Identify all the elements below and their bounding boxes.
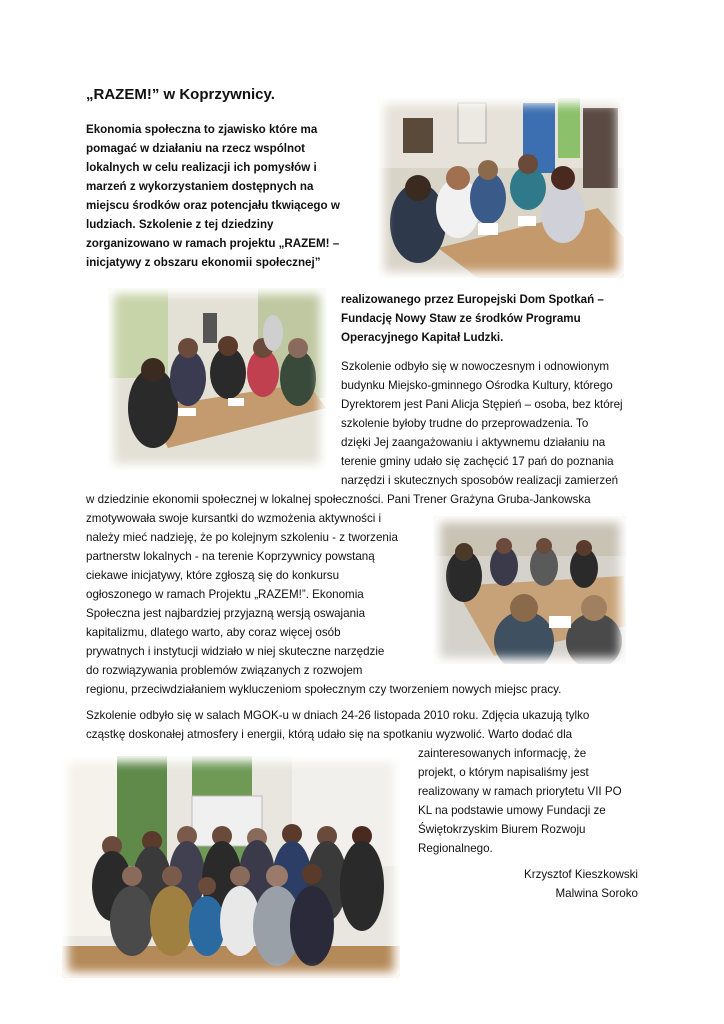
body-line: KL na podstawie umowy Fundacji ze bbox=[418, 804, 606, 817]
article-title: „RAZEM!” w Koprzywnicy. bbox=[86, 86, 275, 103]
body-line: terenie gminy udało się zachęcić 17 pań do poznania bbox=[341, 455, 614, 468]
body-line: partnerstw lokalnych - na terenie Koprzywnicy powstaną bbox=[86, 550, 375, 563]
intro-line: inicjatywy z obszaru ekonomii społecznej” bbox=[86, 256, 321, 269]
body-line: Świętokrzyskim Biurem Rozwoju bbox=[418, 823, 586, 836]
intro-line: marzeń z wykorzystaniem dostępnych na bbox=[86, 180, 314, 193]
intro-continuation-line: Operacyjnego Kapitał Ludzki. bbox=[341, 331, 504, 344]
intro-continuation-line: realizowanego przez Europejski Dom Spotkań – bbox=[341, 293, 604, 306]
body-line: należy mieć nadzieję, że po kolejnym szkoleniu - z tworzenia bbox=[86, 531, 398, 544]
workshop-photo-3 bbox=[434, 516, 626, 664]
body-line: prywatnych i instytucji widziało w niej skuteczne narzędzie bbox=[86, 645, 385, 658]
body-line: kapitalizmu, dlatego warto, aby coraz więcej osób bbox=[86, 626, 341, 639]
workshop-photo-2 bbox=[108, 288, 326, 470]
body-line: zainteresowanych informację, że bbox=[418, 747, 587, 760]
intro-line: pomagać w działaniu na rzecz wspólnot bbox=[86, 142, 306, 155]
body-line: ciekawe inicjatywy, które zgłoszą się do konkursu bbox=[86, 569, 340, 582]
body-line: do rozwiązywania problemów związanych z rozwojem bbox=[86, 664, 363, 677]
intro-line: miejscu środków oraz potencjału tkwiącego w bbox=[86, 199, 340, 212]
body-line: narzędzi i skutecznych sposobów realizacji zamierzeń bbox=[341, 474, 619, 487]
body-line: w dziedzinie ekonomii społecznej w lokalnej społeczności. Pani Trener Grażyna Gruba-Jankowska bbox=[86, 493, 591, 506]
body-line: cząstkę doskonałej atmosfery i energii, którą udało się na spotkaniu wyzwolić. Warto dodać dla bbox=[86, 728, 573, 741]
body-line: Dyrektorem jest Pani Alicja Stępień – osoba, bez której bbox=[341, 398, 623, 411]
author-name: Malwina Soroko bbox=[555, 887, 638, 900]
body-line: Społeczna jest najbardziej przyjazną wersją oswajania bbox=[86, 607, 366, 620]
group-photo bbox=[62, 756, 400, 978]
body-line: Regionalnego. bbox=[418, 842, 493, 855]
body-line: Szkolenie odbyło się w nowoczesnym i odnowionym bbox=[341, 360, 610, 373]
body-line: dzięki Jej zaangażowaniu i aktywnemu działaniu na bbox=[341, 436, 606, 449]
body-line: szkolenie byłoby trudne do przeprowadzenia. To bbox=[341, 417, 589, 430]
intro-line: Ekonomia społeczna to zjawisko które ma bbox=[86, 123, 318, 136]
author-name: Krzysztof Kieszkowski bbox=[523, 868, 638, 881]
intro-line: lokalnych w celu realizacji ich pomysłów i bbox=[86, 161, 317, 174]
intro-line: zorganizowano w ramach projektu „RAZEM! – bbox=[86, 237, 340, 250]
workshop-photo-1 bbox=[378, 98, 624, 278]
body-line: realizowany w ramach priorytetu VII PO bbox=[418, 785, 622, 798]
body-line: regionu, przeciwdziałaniem wykluczeniom społecznym czy tworzeniem nowych miejsc pracy. bbox=[86, 683, 562, 696]
body-line: budynku Miejsko-gminnego Ośrodka Kultury, którego bbox=[341, 379, 613, 392]
intro-continuation-line: Fundację Nowy Staw ze środków Programu bbox=[341, 312, 581, 325]
intro-line: ludziach. Szkolenie z tej dziedziny bbox=[86, 218, 274, 231]
body-line: projekt, o którym napisaliśmy jest bbox=[418, 766, 589, 779]
body-line: ogłoszonego w ramach Projektu „RAZEM!”. Ekonomia bbox=[86, 588, 364, 601]
body-line: Szkolenie odbyło się w salach MGOK-u w dniach 24-26 listopada 2010 roku. Zdjęcia ukazują tylko bbox=[86, 709, 590, 722]
body-line: zmotywowała swoje kursantki do wzmożenia aktywności i bbox=[86, 512, 382, 525]
